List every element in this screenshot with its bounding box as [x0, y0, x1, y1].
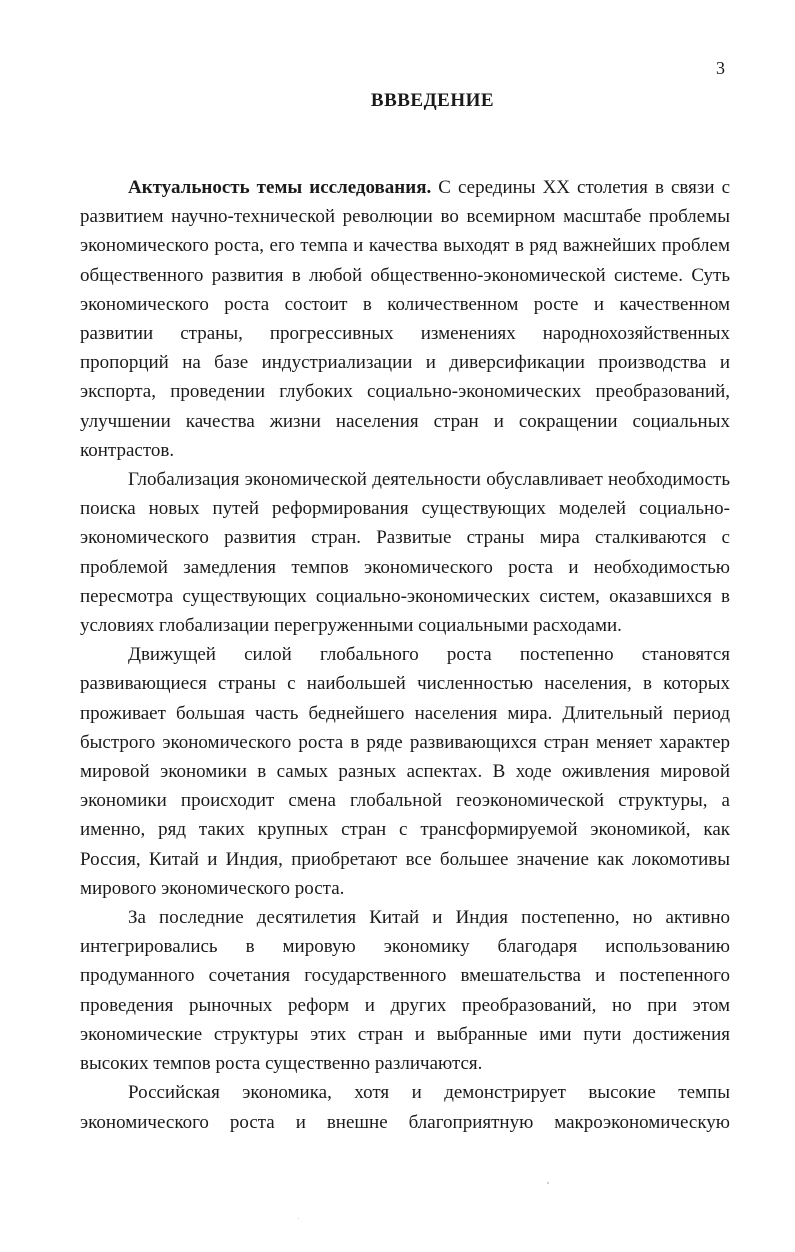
page-title: ВВВЕДЕНИЕ	[370, 90, 495, 111]
paragraph-russian-economy: Российская экономика, хотя и демонстрирует высокие темпы экономического роста и внешне благоприятную макроэкономическую	[80, 1082, 730, 1133]
paragraph-text: С середины XX столетия в связи с развитием научно-технической революции во всемирном масштабе проблемы экономического роста, его темпа и качества выходят в ряд важнейших проблем общественного развития в любой общественно-экономической системе. Суть экономического роста состоит в количественном росте и качественном развитии страны, прогрессивных изменениях народнохозяйственных пропорций на базе индустриализации и диверсификации производства и экспорта, проведении глубоких социально-экономических преобразований, улучшении качества жизни населения стран и сокращении социальных контрастов.	[80, 177, 731, 461]
scan-speck	[547, 1182, 549, 1184]
paragraph-developing-countries: Движущей силой глобального роста постепенно становятся развивающиеся страны с наибольшей численностью населения, в которых проживает большая часть беднейшего населения мира. Длительный период быстрого экономического роста в ряде развивающихся стран меняет характер мировой экономики в самых разных аспектах. В ходе оживления мировой экономики происходит смена глобальной геоэкономической структуры, а именно, ряд таких крупных стран с трансформируемой экономикой, как Россия, Китай и Индия, приобретают все большее значение как локомотивы мирового экономического роста.	[80, 644, 730, 899]
paragraph-lead: Актуальность темы исследования.	[128, 177, 432, 198]
paragraph-china-india: За последние десятилетия Китай и Индия постепенно, но активно интегрировались в мировую экономику благодаря использованию продуманного сочетания государственного вмешательства и постепенного проведения рыночных реформ и других преобразований, но при этом экономические структуры этих стран и выбранные ими пути достижения высоких темпов роста существенно различаются.	[80, 907, 730, 1075]
paragraph-relevance	[80, 173, 730, 465]
page-number: 3	[716, 58, 725, 78]
scan-speck	[298, 1218, 299, 1219]
paragraph-globalization: Глобализация экономической деятельности обуславливает необходимость поиска новых путей реформирования существующих моделей социально-экономического развития стран. Развитые страны мира сталкиваются с проблемой замедления темпов экономического роста и необходимостью пересмотра существующих социально-экономических систем, оказавшихся в условиях глобализации перегруженными социальными расходами.	[80, 469, 730, 637]
document-body	[80, 173, 730, 1137]
